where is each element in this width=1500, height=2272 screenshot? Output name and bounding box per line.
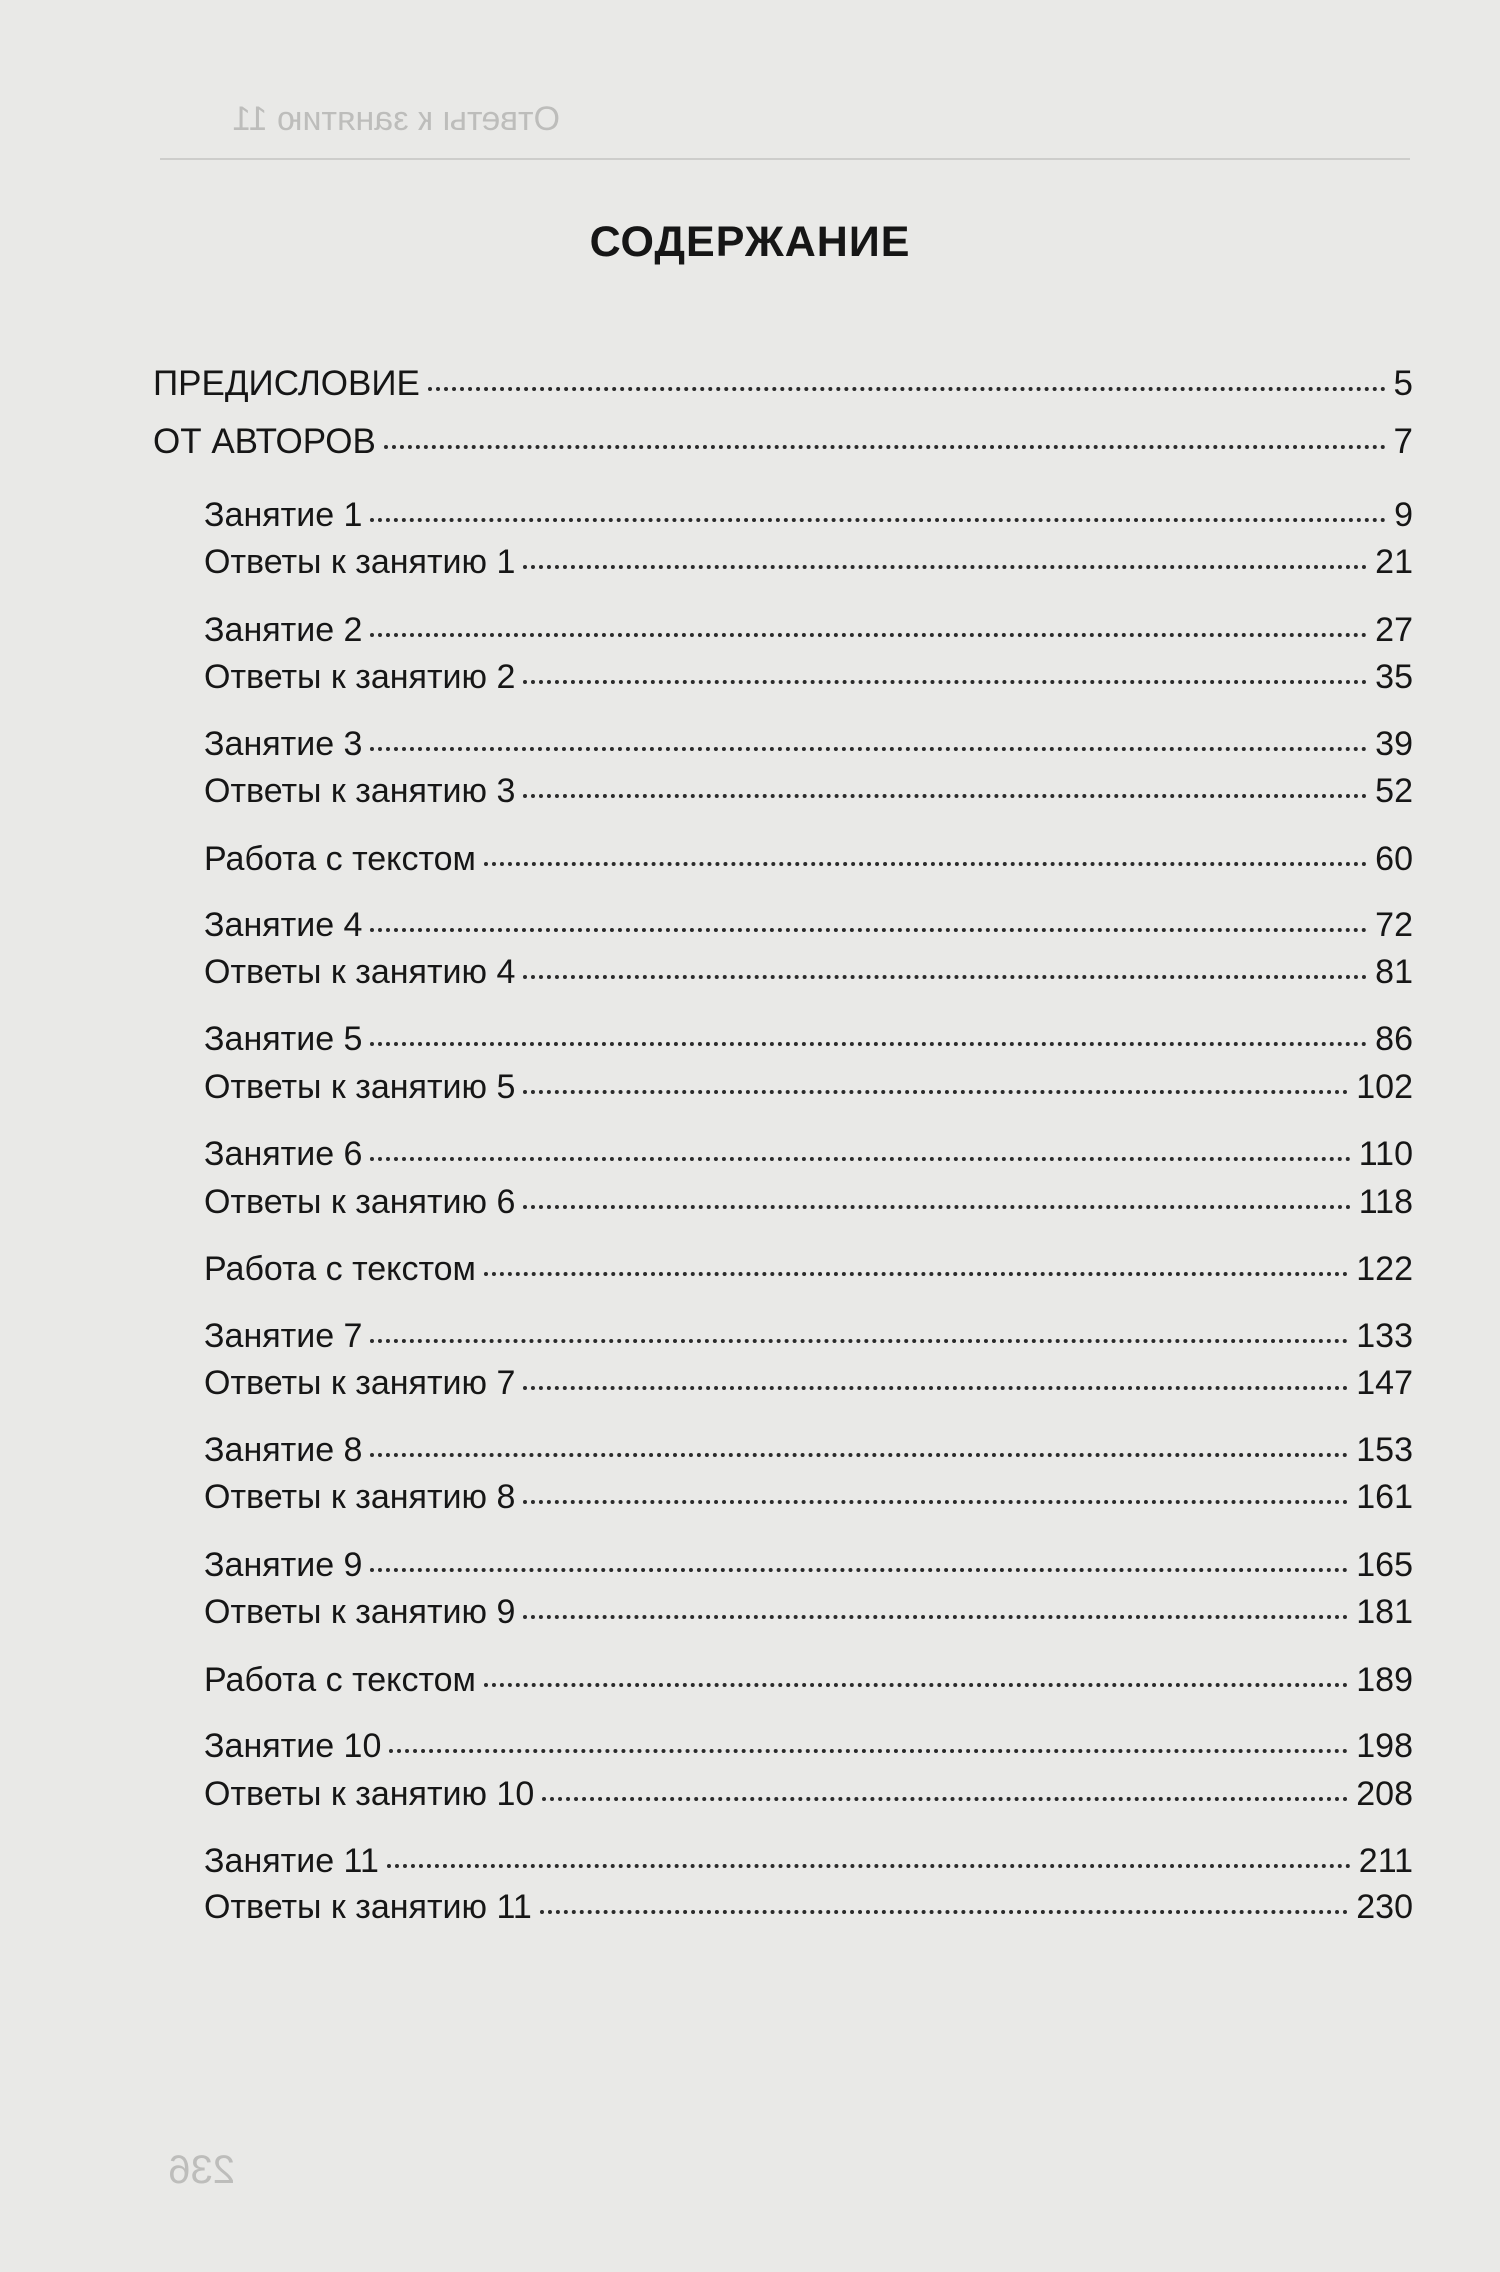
toc-entry [204, 1593, 1413, 1637]
toc-entry-label: Занятие 4 [204, 906, 363, 944]
toc-entry-label: Ответы к занятию 8 [204, 1478, 516, 1516]
dot-leader [370, 745, 1367, 751]
toc-entry [204, 1183, 1413, 1227]
toc-entry-page: 7 [1393, 422, 1413, 461]
toc-entry-label: Ответы к занятию 9 [204, 1593, 516, 1631]
dot-leader [370, 926, 1367, 932]
dot-leader [370, 1451, 1348, 1457]
dot-leader [523, 1203, 1350, 1209]
dot-leader [370, 1566, 1348, 1572]
toc-entry [204, 496, 1413, 540]
dot-leader [370, 1337, 1348, 1343]
toc-entry-label: Ответы к занятию 11 [204, 1888, 532, 1926]
dot-leader [384, 443, 1386, 449]
toc-entry [204, 543, 1413, 587]
toc-entry-page: 211 [1358, 1842, 1413, 1880]
dot-leader [484, 860, 1367, 866]
toc-entry-page: 21 [1375, 543, 1413, 581]
toc-entry-label: Занятие 10 [204, 1727, 382, 1765]
dot-leader [370, 1155, 1350, 1161]
dot-leader [542, 1795, 1348, 1801]
dot-leader [540, 1908, 1349, 1914]
toc-entry-page: 72 [1375, 906, 1413, 944]
toc-entry-label: Ответы к занятию 1 [204, 543, 516, 581]
toc-entry-page: 147 [1356, 1364, 1413, 1402]
toc-entry-page: 9 [1394, 496, 1413, 534]
toc-entry-label: Ответы к занятию 3 [204, 772, 516, 810]
toc-entry-page: 5 [1393, 364, 1413, 403]
dot-leader [370, 1040, 1367, 1046]
dot-leader [484, 1270, 1348, 1276]
toc-entry-page: 110 [1358, 1135, 1413, 1173]
toc-entry-page: 102 [1356, 1068, 1413, 1106]
toc-entry [204, 1250, 1413, 1294]
toc-entry-label: Занятие 3 [204, 725, 363, 763]
toc-entry [204, 1546, 1413, 1590]
dot-leader [370, 516, 1386, 522]
toc-entry [204, 1317, 1413, 1361]
toc-entry-label: Занятие 7 [204, 1317, 363, 1355]
dot-leader [387, 1862, 1351, 1868]
toc-entry-label: Ответы к занятию 7 [204, 1364, 516, 1402]
toc-entry-page: 189 [1356, 1661, 1413, 1699]
toc-entry-label: Работа с текстом [204, 1250, 476, 1288]
toc-entry-page: 27 [1375, 611, 1413, 649]
toc-entry-label: Занятие 5 [204, 1020, 363, 1058]
toc-title: СОДЕРЖАНИЕ [589, 218, 911, 266]
toc-entry-page: 118 [1358, 1183, 1413, 1221]
toc-entry [204, 772, 1413, 816]
toc-entry-label: Работа с текстом [204, 1661, 476, 1699]
toc-entry [204, 840, 1413, 884]
toc-entry-page: 230 [1356, 1888, 1413, 1926]
toc-entry-label: Ответы к занятию 6 [204, 1183, 516, 1221]
dot-leader [523, 678, 1367, 684]
toc-entry-page: 35 [1375, 658, 1413, 696]
toc-entry [204, 1661, 1413, 1705]
toc-entry [204, 1775, 1413, 1819]
toc-entry [153, 422, 1413, 466]
toc-entry-page: 122 [1356, 1250, 1413, 1288]
toc-entry-page: 81 [1375, 953, 1413, 991]
toc-entry-label: Занятие 11 [204, 1842, 379, 1880]
toc-entry-label: Занятие 2 [204, 611, 363, 649]
toc-entry-page: 60 [1375, 840, 1413, 878]
page-number: 236 [168, 2148, 235, 2192]
toc-entry-label: Ответы к занятию 5 [204, 1068, 516, 1106]
toc-entry-page: 198 [1356, 1727, 1413, 1765]
toc-entry [204, 1135, 1413, 1179]
dot-leader [523, 1088, 1348, 1094]
dot-leader [523, 792, 1367, 798]
toc-entry-page: 165 [1356, 1546, 1413, 1584]
dot-leader [523, 1384, 1348, 1390]
toc-entry [204, 1888, 1413, 1932]
toc-entry [204, 1364, 1413, 1408]
toc-entry-label: ОТ АВТОРОВ [153, 422, 376, 461]
toc-entry [204, 611, 1413, 655]
toc-entry [204, 953, 1413, 997]
toc-entry [204, 1431, 1413, 1475]
toc-entry-page: 52 [1375, 772, 1413, 810]
dot-leader [523, 1498, 1348, 1504]
dot-leader [370, 631, 1367, 637]
toc-entry-page: 39 [1375, 725, 1413, 763]
toc-entry-page: 86 [1375, 1020, 1413, 1058]
dot-leader [484, 1681, 1348, 1687]
toc-entry-label: Ответы к занятию 4 [204, 953, 516, 991]
toc-entry [204, 1068, 1413, 1112]
toc-entry-page: 153 [1356, 1431, 1413, 1469]
toc-entry-label: ПРЕДИСЛОВИЕ [153, 364, 420, 403]
toc-entry-page: 133 [1356, 1317, 1413, 1355]
toc-entry [204, 1020, 1413, 1064]
toc-entry [204, 1478, 1413, 1522]
toc-entry [153, 364, 1413, 408]
toc-entry-label: Занятие 8 [204, 1431, 363, 1469]
toc-entry-page: 161 [1356, 1478, 1413, 1516]
dot-leader [523, 563, 1367, 569]
toc-entry [204, 906, 1413, 950]
toc-entry [204, 725, 1413, 769]
toc-entry [204, 1727, 1413, 1771]
dot-leader [523, 1613, 1348, 1619]
dot-leader [523, 973, 1367, 979]
toc-entry-label: Ответы к занятию 2 [204, 658, 516, 696]
toc-entry-page: 181 [1356, 1593, 1413, 1631]
toc-entry-label: Ответы к занятию 10 [204, 1775, 535, 1813]
toc-entry-page: 208 [1356, 1775, 1413, 1813]
running-header: Ответы к занятию 11 [232, 100, 560, 138]
toc-entry-label: Занятие 6 [204, 1135, 363, 1173]
dot-leader [428, 385, 1386, 391]
toc-entry-label: Занятие 9 [204, 1546, 363, 1584]
toc-entry-label: Занятие 1 [204, 496, 363, 534]
toc-entry [204, 658, 1413, 702]
toc-entry-label: Работа с текстом [204, 840, 476, 878]
dot-leader [389, 1747, 1348, 1753]
toc-entry [204, 1842, 1413, 1886]
